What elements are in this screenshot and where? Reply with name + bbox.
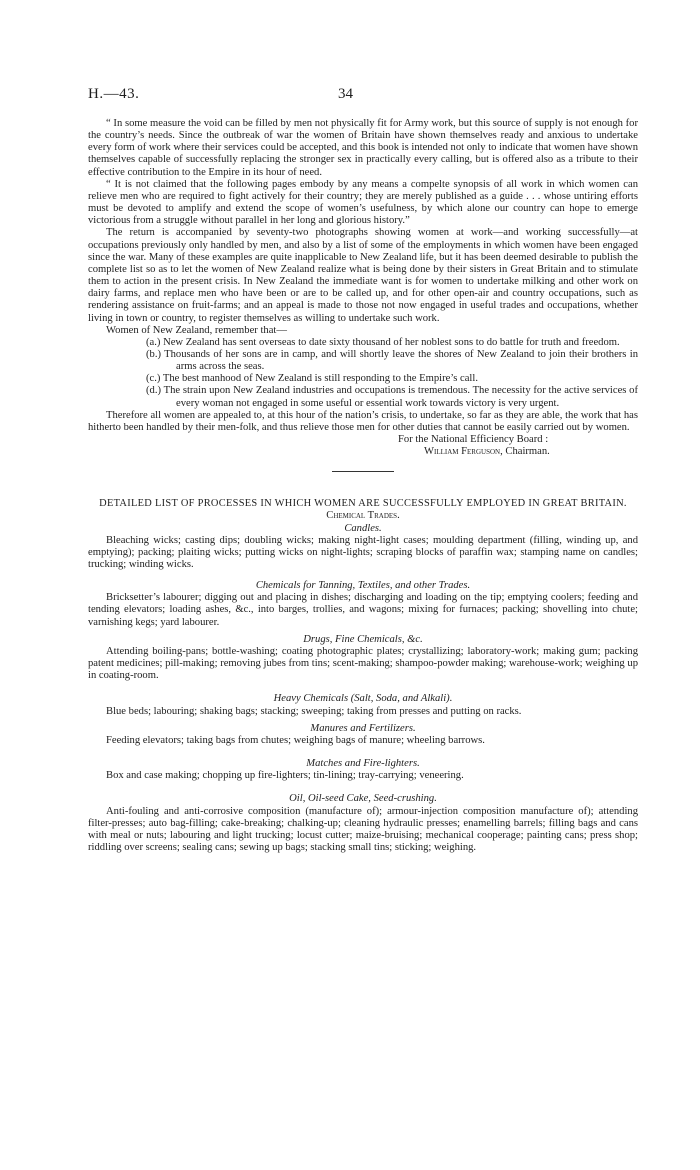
report-reference: H.—43. — [88, 86, 140, 102]
page-body — [88, 118, 638, 854]
list-text: Thousands of her sons are in camp, and will shortly leave the shores of New Zealand to join their brothers in arms across the seas. — [164, 348, 638, 373]
list-text: The best manhood of New Zealand is still responding to the Empire’s call. — [162, 373, 478, 385]
paragraph: “ In some measure the void can be filled by men not physically fit for Army work, but this source of supply is not enough for the country’s needs. Since the outbreak of war the women of Britain have shown themselves ready and anxious to undertake every form of work where their services could be accepted, and this book is intended not only to indicate that women have shown themselves capable of successfully replacing the stronger sex in practically every calling, but is offered also as a tribute to their effective contribution to the Empire in its hour of need. — [88, 118, 638, 178]
list-item — [88, 385, 638, 409]
closing-paragraph: Therefore all women are appealed to, at this hour of the nation’s crisis, to undertake, so far as they are able, the work that has hitherto been handled by their men-folk, and thus relieve those men for other duties that cannot be easily carried out by women. — [88, 409, 638, 433]
list-marker: (c.) — [146, 373, 161, 385]
list-item — [88, 373, 638, 385]
paragraph: The return is accompanied by seventy-two photographs showing women at work—and working successfully—at occupations previously only handled by men, and also by a list of some of the employments in which women have been engaged since the war. Many of these examples are quite inapplicable to New Zealand life, but it has been deemed desirable to publish the complete list so as to let the women of New Zealand realize what is being done by their sisters in Great Britain and to stimulate them to action in the present crisis. In New Zealand the immediate want is for women to undertake milking and other work on dairy farms, and replace men who have been or are to be called up, and for other open-air and country occupations, such as rendering assistance on fruit-farms; and an appeal is made to those not now engaged in useful trades and occupations, whether living in town or country, to register themselves as willing to undertake such work. — [88, 227, 638, 324]
list-text: The strain upon New Zealand industries and occupations is tremendous. The necessity for the active services of every woman not engaged in some useful or essential work towards victory is very urgent. — [163, 385, 638, 409]
page-number: 34 — [338, 86, 353, 102]
list-marker: (a.) — [146, 336, 161, 348]
group-text: Bleaching wicks; casting dips; doubling wicks; making night-light cases; moulding department (filling, winding up, and emptying); packing; plaiting wicks; putting wicks on night-lights; scraping blocks of paraffin wax; stamping name on candles; trucking; winding wicks. — [88, 534, 638, 570]
signature-title: , Chairman. — [500, 446, 550, 458]
group-heading: Chemicals for Tanning, Textiles, and other Trades. — [255, 580, 471, 592]
group-text: Attending boiling-pans; bottle-washing; coating photographic plates; crystallizing; laboratory-work; making gum; packing patent medicines; pill-making; removing jubes from tins; scent-making; shampoo-powder making; warehouse-work; weighing up in coating-room. — [88, 645, 638, 682]
group-heading: Candles. — [344, 522, 382, 534]
list-marker: (b.) — [146, 348, 162, 360]
group-heading: Matches and Fire-lighters. — [306, 758, 420, 770]
group-text: Box and case making; chopping up fire-lighters; tin-lining; tray-carrying; veneering. — [106, 770, 464, 782]
list-item — [88, 349, 638, 373]
group-heading: Manures and Fertilizers. — [310, 722, 416, 734]
group-text: Blue beds; labouring; shaking bags; stacking; sweeping; taking from presses and putting on racks. — [106, 705, 522, 717]
paragraph: “ It is not claimed that the following pages embody by any means a compelte synopsis of all work in which women can relieve men who are required to fight actively for their country; they are merely published as a guide . . . whose untiring efforts must be devoted to amplify and extend the scope of women’s usefulness, by which alone our country can hope to emerge victorious from a struggle without parallel in her long and glorious history.” — [88, 178, 638, 227]
reminder-list — [88, 337, 638, 410]
list-marker: (d.) — [146, 385, 162, 397]
category-heading: Chemical Trades. — [326, 510, 400, 522]
group-heading: Oil, Oil-seed Cake, Seed-crushing. — [289, 793, 437, 805]
signature-name: William Ferguson — [424, 446, 501, 458]
list-item — [88, 337, 638, 349]
page-header — [88, 86, 638, 104]
group-text: Bricksetter’s labourer; digging out and placing in dishes; discharging and loading on the tip; emptying coolers; feeding and tending elevators; loading ashes, &c., into barges, trollies, and wagons; mixing for furnaces; packing; shovelling into chute; varnishing kegs; yard labourer. — [88, 592, 638, 628]
list-text: New Zealand has sent overseas to date sixty thousand of her noblest sons to do battle for truth and freedom. — [163, 336, 620, 348]
group-text: Anti-fouling and anti-corrosive composition (manufacture of); armour-injection composition manufacture of); attending filter-presses; auto bag-filling; cake-breaking; chalking-up; cleaning hydraulic presses; enamelling barrels; filling bags and cans with meal or nuts; labouring and light trucking; locust cutter; maize-bruising; mechanical cooperage; painting cans; press shop; riddling over screens; sealing cans; sewing up bags; stacking small tins; sticking; weighing. — [88, 805, 638, 853]
signature-name-line — [88, 446, 638, 458]
list-title: DETAILED LIST OF PROCESSES IN WHICH WOMEN ARE SUCCESSFULLY EMPLOYED IN GREAT BRITAIN. — [99, 498, 627, 510]
paragraph: Women of New Zealand, remember that— — [106, 324, 287, 336]
section-divider — [332, 471, 394, 472]
signature-line: For the National Efficiency Board : — [398, 434, 549, 446]
group-heading: Drugs, Fine Chemicals, &c. — [303, 633, 423, 645]
group-heading: Heavy Chemicals (Salt, Soda, and Alkali). — [273, 693, 453, 705]
group-text: Feeding elevators; taking bags from chutes; weighing bags of manure; wheeling barrows. — [106, 734, 485, 746]
